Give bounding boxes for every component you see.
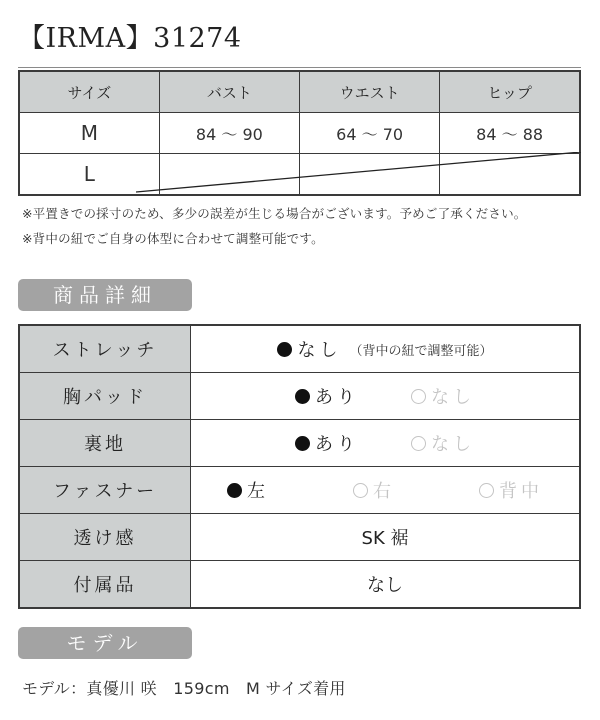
measurement-note: ※平置きでの採寸のため、多少の誤差が生じる場合がございます。予めご了承ください。: [22, 206, 527, 221]
option-unselected: 背中: [479, 477, 543, 503]
details-table: [18, 324, 581, 609]
empty-circle-icon: [411, 436, 426, 451]
adjustment-note: ※背中の紐でご自身の体型に合わせて調整可能です。: [22, 231, 324, 246]
table-row: [19, 154, 580, 196]
detail-value: [191, 420, 581, 467]
detail-label: ファスナー: [19, 467, 191, 514]
table-row: [19, 420, 580, 467]
size-cell: M: [19, 113, 159, 154]
section-heading-details: 商品詳細: [18, 279, 192, 311]
bust-cell: [159, 154, 299, 196]
table-row: [19, 514, 580, 561]
section-heading-model: モデル: [18, 627, 192, 659]
table-row: [19, 325, 580, 373]
option-unselected: なし: [411, 430, 475, 456]
empty-circle-icon: [411, 389, 426, 404]
detail-label: 透け感: [19, 514, 191, 561]
option-selected: あり: [295, 430, 359, 456]
table-row: [19, 467, 580, 514]
detail-value: [191, 373, 581, 420]
col-hip: ヒップ: [440, 71, 580, 113]
detail-value: [191, 467, 581, 514]
detail-label: 胸パッド: [19, 373, 191, 420]
size-table: [18, 70, 581, 196]
option-unselected: なし: [411, 383, 475, 409]
option-unselected: 右: [353, 477, 395, 503]
table-row: [19, 373, 580, 420]
detail-value: なし: [191, 561, 581, 609]
col-waist: ウエスト: [300, 71, 440, 113]
empty-circle-icon: [479, 483, 494, 498]
detail-value: SK 裾: [191, 514, 581, 561]
detail-label: 裏地: [19, 420, 191, 467]
filled-circle-icon: [295, 389, 310, 404]
col-bust: バスト: [159, 71, 299, 113]
table-row: [19, 561, 580, 609]
option-selected: 左: [227, 477, 269, 503]
filled-circle-icon: [227, 483, 242, 498]
option-selected: なし: [277, 336, 341, 362]
col-size: サイズ: [19, 71, 159, 113]
title-divider: [18, 67, 581, 68]
table-row: [19, 113, 580, 154]
product-title: 【IRMA】31274: [18, 23, 242, 54]
filled-circle-icon: [277, 342, 292, 357]
size-table-header: [19, 71, 580, 113]
hip-cell: 84 ～ 88: [440, 113, 580, 154]
filled-circle-icon: [295, 436, 310, 451]
hip-cell: [440, 154, 580, 196]
detail-label: 付属品: [19, 561, 191, 609]
size-cell: L: [19, 154, 159, 196]
waist-cell: 64 ～ 70: [300, 113, 440, 154]
detail-label: ストレッチ: [19, 325, 191, 373]
model-info: モデル：真優川 咲 159cm M サイズ着用: [22, 679, 346, 698]
waist-cell: [300, 154, 440, 196]
stretch-note: （背中の紐で調整可能）: [349, 343, 493, 359]
option-selected: あり: [295, 383, 359, 409]
bust-cell: 84 ～ 90: [159, 113, 299, 154]
empty-circle-icon: [353, 483, 368, 498]
detail-value: [191, 325, 581, 373]
